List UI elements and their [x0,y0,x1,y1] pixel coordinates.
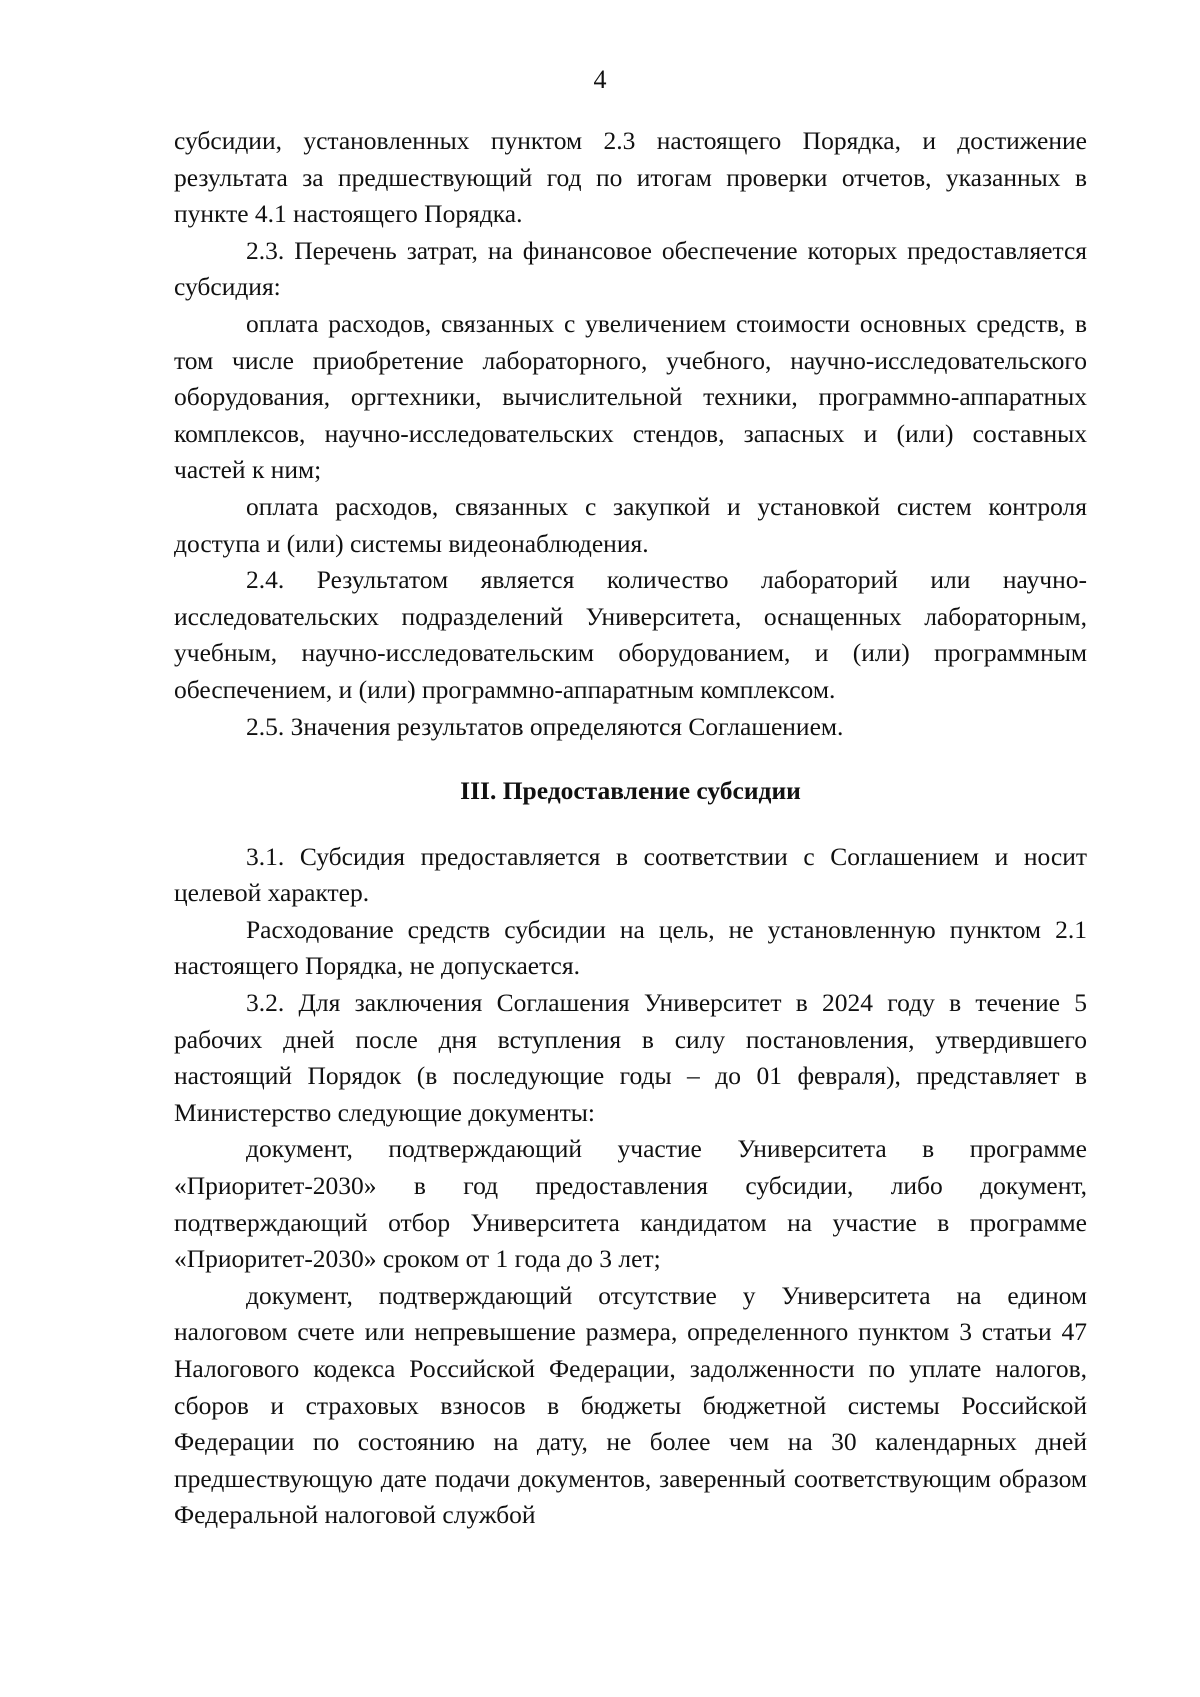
paragraph-2-3: 2.3. Перечень затрат, на финансовое обеспечение которых предоставляется субсидия: [174,235,1087,302]
section-title: III. Предоставление субсидии [460,776,801,806]
paragraph-document-tax: документ, подтверждающий отсутствие у Университета на едином налоговом счете или непревышение размера, определенного пунктом 3 статьи 47 Налогового кодекса Российской Федерации, задолженности по уплате налогов, сборов и страховых взносов в бюджеты бюджетной системы Российской Федерации по состоянию на дату, не более чем на 30 календарных дней предшествующую дате подачи документов, заверенный соответствующим образом Федеральной налоговой службой [174,1280,1087,1530]
paragraph-3-2: 3.2. Для заключения Соглашения Университет в 2024 году в течение 5 рабочих дней после дня вступления в силу постановления, утвердившего настоящий Порядок (в последующие годы – до 01 февраля), представляет в Министерство следующие документы: [174,988,1087,1127]
paragraph-2-4: 2.4. Результатом является количество лабораторий или научно-исследовательских подразделений Университета, оснащенных лабораторным, учебным, научно-исследовательским оборудованием, и (или) программным обеспечением, и (или) программно-аппаратным комплексом. [174,565,1087,704]
paragraph-document-priority-2030: документ, подтверждающий участие Университета в программе «Приоритет-2030» в год предоставления субсидии, либо документ, подтверждающий отбор Университета кандидатом на участие в программе «Приоритет-2030» сроком от 1 года до 3 лет; [174,1134,1087,1274]
document-body [174,123,1087,1534]
paragraph-expense-access-control: оплата расходов, связанных с закупкой и установкой систем контроля доступа и (или) системы видеонаблюдения. [174,491,1087,558]
page-number: 4 [593,65,607,94]
paragraph-expense-equipment: оплата расходов, связанных с увеличением стоимости основных средств, в том числе приобретение лабораторного, учебного, научно-исследовательского оборудования, оргтехники, вычислительной техники, программно-аппаратных комплексов, научно-исследовательских стендов, запасных и (или) составных частей к ним; [174,308,1087,485]
paragraph-spending-restriction: Расходование средств субсидии на цель, не установленную пунктом 2.1 настоящего Порядка, не допускается. [174,914,1087,981]
paragraph-3-1: 3.1. Субсидия предоставляется в соответствии с Соглашением и носит целевой характер. [174,841,1087,908]
paragraph-continuation: субсидии, установленных пунктом 2.3 настоящего Порядка, и достижение результата за предшествующий год по итогам проверки отчетов, указанных в пункте 4.1 настоящего Порядка. [174,126,1087,229]
paragraph-2-5: 2.5. Значения результатов определяются Соглашением. [246,711,844,741]
